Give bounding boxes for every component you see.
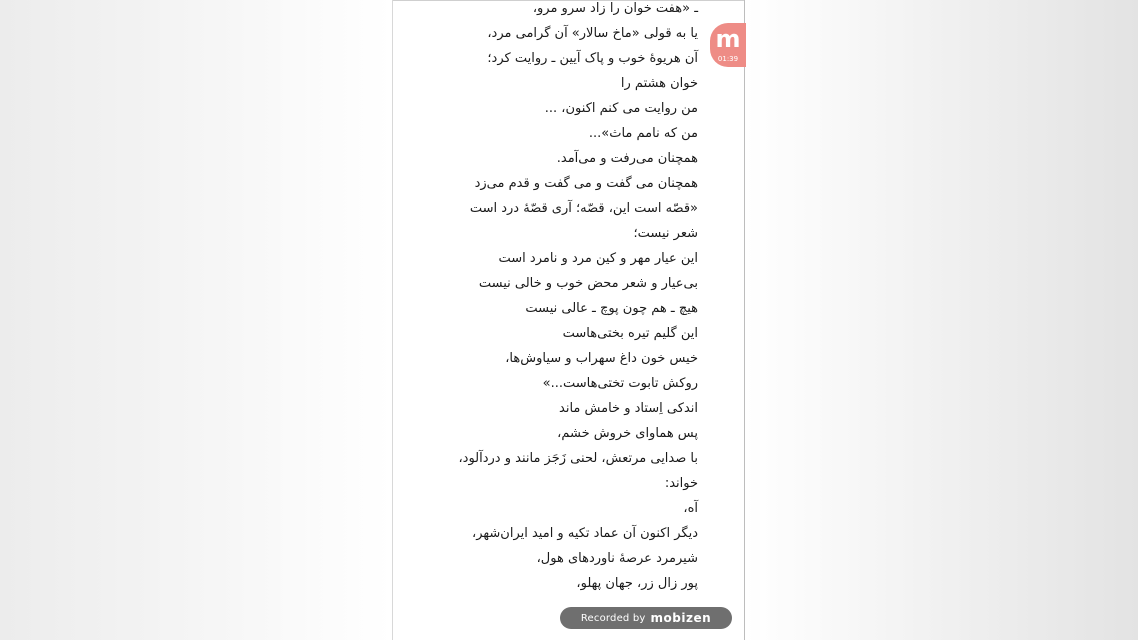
poem-text (458, 0, 698, 596)
poem-line: آه، (683, 501, 698, 516)
poem-line: خوان هشتم را (620, 76, 698, 91)
poem-line: آن هریوهٔ خوب و پاک آیین ـ روایت کرد؛ (487, 51, 698, 66)
poem-line: اندکی اِستاد و خامش ماند (559, 401, 698, 416)
poem-line: شیرمرد عرصهٔ ناوردهای هول، (536, 551, 698, 566)
screen-recorder-button[interactable] (710, 23, 746, 67)
poem-line: با صدایی مرتعش، لحنی زَجَز مانند و دردآلود، (458, 451, 698, 466)
poem-line: روکش تابوت تختی‌هاست...» (542, 376, 698, 391)
poem-line: پس هماوای خروش خشم، (557, 426, 698, 441)
document-page[interactable] (392, 0, 745, 640)
poem-line: پور زال زر، جهان پهلو، (576, 576, 698, 591)
poem-line: بی‌عیار و شعر محض خوب و خالی نیست (478, 276, 698, 291)
poem-line: من روایت می کنم اکنون، ... (544, 101, 698, 116)
poem-line: یا به قولی «ماخ سالار» آن گرامی مرد، (487, 26, 698, 41)
right-background (745, 0, 1138, 640)
poem-line: «قصّه است این، قصّه؛ آری قصّهٔ درد است (469, 201, 698, 216)
left-background (0, 0, 392, 640)
poem-line: این گلیم تیره بختی‌هاست (562, 326, 698, 341)
poem-line: من که نامم ماث»... (588, 126, 698, 141)
poem-line: این عیار مهر و کین مرد و نامرد است (498, 251, 698, 266)
poem-line: ـ «هفت خوان را زاد سرو مرو، (532, 1, 698, 16)
poem-line: هیچ ـ هم چون پوچ ـ عالی نیست (525, 301, 698, 316)
poem-line: دیگر اکنون آن عماد تکیه و امید ایران‌شهر، (472, 526, 698, 541)
watermark-label: Recorded by (580, 612, 646, 624)
recording-watermark (560, 607, 732, 629)
poem-line: خواند: (664, 476, 698, 491)
poem-line: همچنان می‌رفت و می‌آمد. (556, 151, 698, 166)
watermark-brand: mobizen (650, 611, 712, 625)
recording-timer: 01:39 (717, 55, 739, 63)
poem-line: شعر نیست؛ (633, 226, 698, 241)
poem-line: خیس خون داغ سهراب و سیاوش‌ها، (505, 351, 698, 366)
poem-line: همچنان می گفت و می گفت و قدم می‌زد (474, 176, 698, 191)
mobizen-logo-icon: m (715, 25, 741, 53)
